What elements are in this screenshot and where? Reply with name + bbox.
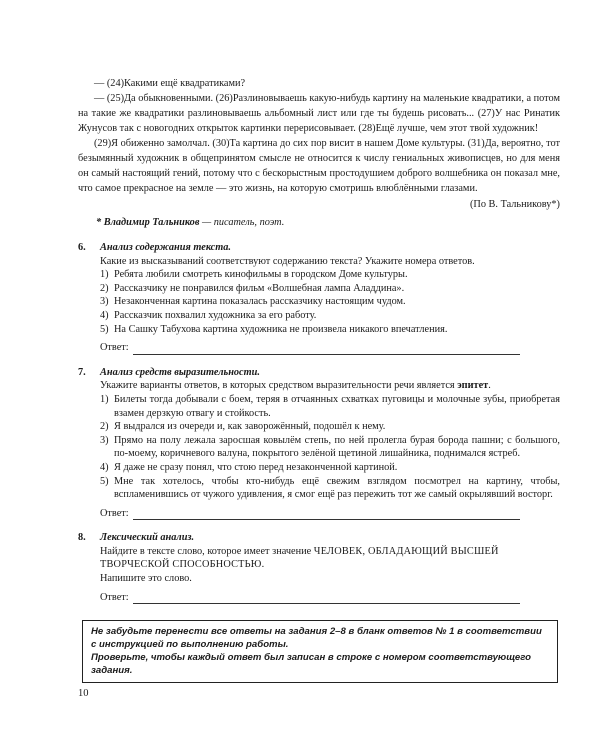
option-number: 4) [100,309,109,321]
page-number: 10 [78,688,89,699]
answer-option [100,393,560,420]
instruction-end: . [261,559,265,571]
instruction-definition: ЧЕЛОВЕК, ОБЛАДАЮЩИЙ ВЫСШЕЙ ТВОРЧЕСКОЙ СПОСОБНОСТЬЮ [100,545,499,571]
task-6 [78,241,560,355]
option-text: Рассказчику не понравился фильм «Волшебная лампа Аладдина». [114,282,405,294]
instruction-text: Найдите в тексте слово, которое имеет значение [100,545,314,557]
task-instruction [100,545,560,572]
paragraph-24: — (24)Какими ещё квадратиками? [94,78,246,89]
answer-line-task-6[interactable] [133,345,520,355]
story-text [78,76,560,230]
option-text: Билеты тогда добывали с боем, теряя в отчаянных схватках пуговицы и молочные зубы, приобретая взамен дерзкую отвагу и стойкость. [114,393,560,419]
task-title: Анализ средств выразительности. [100,366,260,378]
option-number: 4) [100,461,109,473]
footnote-author: * Владимир Тальников [96,217,200,228]
answer-option [100,323,560,337]
option-text: Я даже не сразу понял, что стою перед незаконченной картиной. [114,461,398,473]
footnote-description: — писатель, поэт. [199,217,285,228]
answer-label: Ответ: [100,342,129,354]
answer-label: Ответ: [100,591,129,603]
answer-line-task-8[interactable] [133,594,520,604]
option-number: 1) [100,393,109,405]
option-number: 5) [100,475,109,487]
answer-line-task-7[interactable] [133,510,520,520]
option-number: 5) [100,323,109,335]
option-text: На Сашку Табухова картина художника не произвела никакого впечатления. [114,323,448,335]
answer-row [100,591,560,605]
answer-option [100,309,560,323]
task-7 [78,366,560,521]
task-8 [78,531,560,604]
option-text: Мне так хотелось, чтобы кто-нибудь ещё свежим взглядом посмотрел на картину, чтобы, вспламенившись от чужого удивления, я смог ещё раз пережить тот же самый окрылявший восторг. [114,475,560,501]
answer-option [100,295,560,309]
option-number: 3) [100,434,109,446]
author-footnote [78,215,560,230]
instruction-keyword: эпитет [457,380,489,392]
option-text: Ребята любили смотреть кинофильмы в городском Доме культуры. [114,269,408,281]
answer-label: Ответ: [100,507,129,519]
task-instruction [100,379,560,393]
task-number: 8. [78,532,86,544]
answer-option [100,420,560,434]
option-text: Рассказчик похвалил художника за его работу. [114,309,317,321]
answer-row [100,507,560,521]
answer-option [100,475,560,502]
task-title: Лексический анализ. [100,532,195,544]
task-title: Анализ содержания текста. [100,242,231,253]
instruction-text: Укажите варианты ответов, в которых средством выразительности речи является [100,380,458,392]
task-number: 7. [78,366,86,378]
task-instruction-2: Напишите это слово. [100,573,192,585]
option-number: 2) [100,421,109,433]
answer-row [100,341,560,355]
option-text: Незаконченная картина показалась рассказчику настоящим чудом. [114,296,406,308]
option-text: Я выдрался из очереди и, как заворожённый, подошёл к нему. [114,421,386,433]
task-number: 6. [78,242,86,253]
task-instruction: Какие из высказываний соответствуют содержанию текста? Укажите номера ответов. [100,255,475,267]
text-source: (По В. Тальникову*) [469,199,560,210]
option-number: 1) [100,269,109,281]
notice-line-1: Не забудьте перенести все ответы на задания 2–8 в бланк ответов № 1 в соответствии с инструкцией по выполнению работы. [91,626,542,651]
transfer-answers-notice [82,620,558,683]
instruction-end: . [488,380,491,392]
page-content [78,76,560,683]
paragraph-29: (29)Я обиженно замолчал. (30)Та картина до сих пор висит в нашем Доме культуры. (31)Да, вероятно, тот безымянный художник в общепринятом смысле не относится к числу гениальных живописцев, но для меня он самый настоящий гений, потому что с бескорыстным простодушием доброго волшебника он показал мне, что самое прекрасное на земле — это жизнь, на которую смотришь влюблёнными глазами. [78,138,560,194]
paragraph-25: — (25)Да обыкновенными. (26)Разлиновываешь какую-нибудь картину на маленькие квадратики, а потом на такие же квадратики разлиновываешь альбомный лист или где ты будешь рисовать... (27)У нас Ринатик Жунусов так с новогодних открыток картинки перерисовывает. (28)Ещё лучше, чем этот твой художник! [78,93,560,134]
answer-option [100,434,560,461]
option-text: Прямо на полу лежала заросшая ковылём степь, по ней пролегла бурая борода пашни; с большого, по-моему, коричневого валуна, покрытого зелёной щетиной лишайника, поднимался ястреб. [114,434,560,460]
notice-line-2: Проверьте, чтобы каждый ответ был записан в строке с номером соответствующего задания. [91,652,532,677]
option-number: 2) [100,282,109,294]
answer-option [100,268,560,282]
answer-option [100,461,560,475]
option-number: 3) [100,296,109,308]
answer-option [100,282,560,296]
